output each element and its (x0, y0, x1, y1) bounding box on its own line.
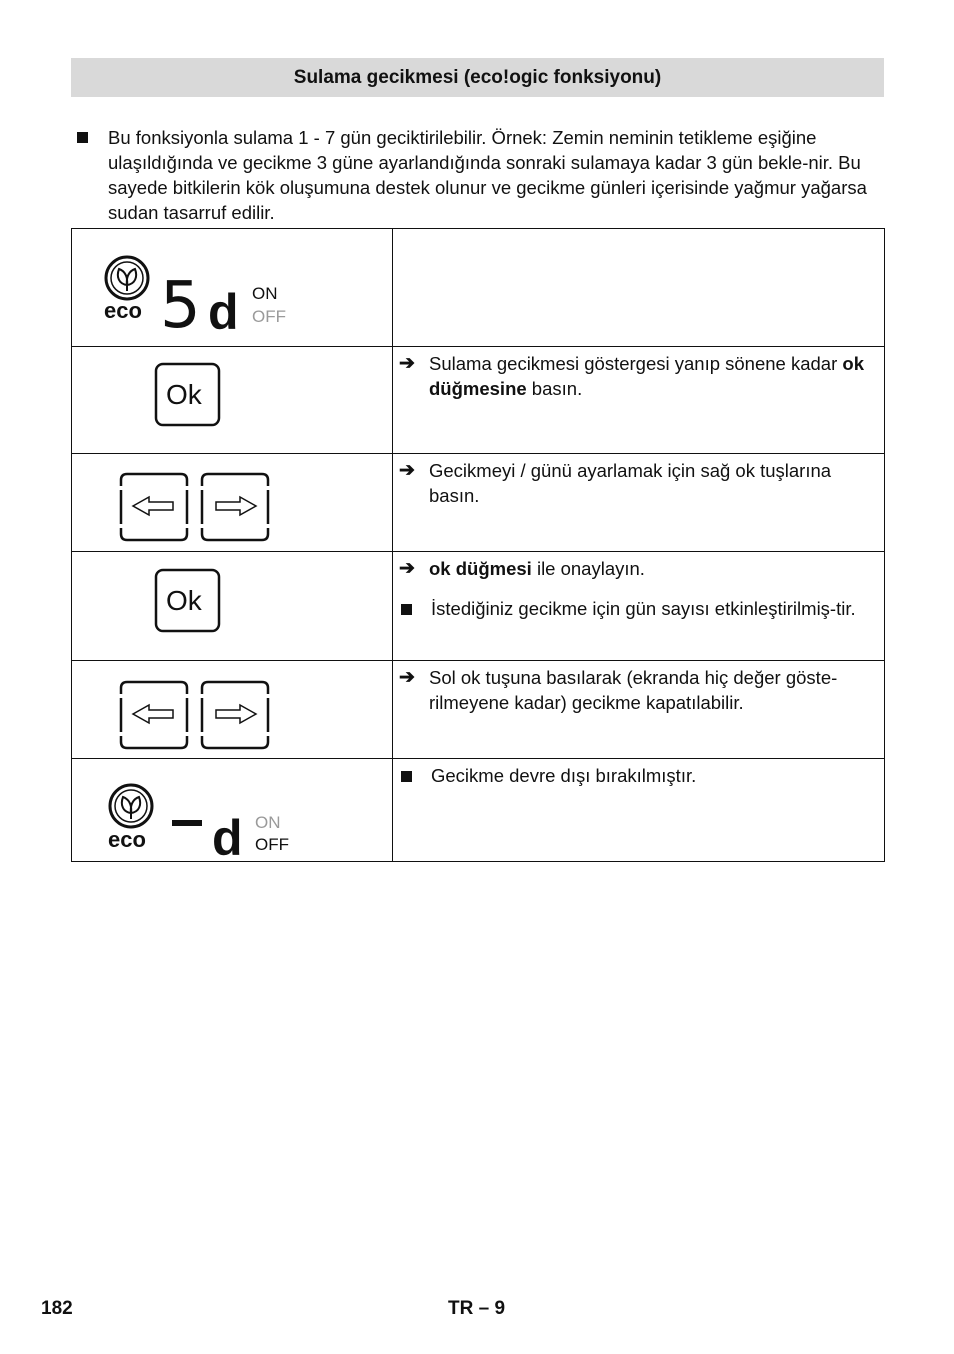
arrow-buttons (119, 680, 271, 752)
intro-text: Bu fonksiyonla sulama 1 - 7 gün geciktirilebilir. Örnek: Zemin neminin tetikleme eşiğine ulaşıldığında ve gecikme 3 güne ayarlandığında sonraki sulamaya kadar 3 gün bekle-nir. Bu sayede bitkilerin kök oluşumuna destek olunur ve gecikme günleri içerisinde yağmur yağarsa sudan tasarruf edilir. (108, 127, 867, 223)
arrow-right-bullet-icon: ➔ (399, 667, 415, 688)
button-cell (72, 552, 393, 661)
table-row (72, 759, 885, 862)
square-bullet-icon (77, 132, 88, 143)
step-text: Gecikmeyi / günü ayarlamak için sağ ok tuşlarına basın. (429, 460, 832, 506)
off-label: OFF (255, 835, 289, 854)
step-text: basın. (526, 378, 583, 399)
button-cell (72, 454, 393, 552)
arrow-buttons (119, 472, 271, 544)
step-bold: ok düğmesi (429, 558, 532, 579)
right-arrow-button-icon (202, 682, 268, 748)
step-bold: ok düğmesine (429, 353, 864, 399)
section-header (71, 58, 884, 97)
on-label: ON (255, 813, 281, 832)
button-cell (72, 661, 393, 759)
eco-display-5d (100, 251, 300, 333)
arrow-right-bullet-icon: ➔ (399, 558, 415, 579)
ok-button-icon (154, 568, 222, 634)
instruction-cell (393, 759, 885, 862)
left-arrow-button-icon (121, 474, 187, 540)
instruction-cell (393, 661, 885, 759)
ok-button-icon (154, 362, 222, 428)
table-row (72, 347, 885, 454)
square-bullet-icon (401, 771, 412, 782)
right-arrow-button-icon (202, 474, 268, 540)
on-label: ON (252, 284, 278, 303)
step-note: Gecikme devre dışı bırakılmıştır. (431, 765, 697, 786)
instruction-cell (393, 347, 885, 454)
ok-label: Ok (166, 379, 202, 410)
display-dash (172, 820, 202, 826)
display-digit: 5 (160, 269, 201, 333)
table-row (72, 552, 885, 661)
off-label: OFF (252, 307, 286, 326)
step-text: ile onaylayın. (531, 558, 645, 579)
left-arrow-button-icon (121, 682, 187, 748)
table-row (72, 229, 885, 347)
display-cell (72, 229, 393, 347)
instruction-cell (393, 229, 885, 347)
arrow-right-bullet-icon: ➔ (399, 460, 415, 481)
display-unit: d (208, 284, 239, 333)
square-bullet-icon (401, 604, 412, 615)
eco-leaf-icon (110, 785, 152, 827)
step-text: Sulama gecikmesi göstergesi yanıp sönene kadar (429, 353, 843, 374)
eco-label: eco (108, 827, 146, 852)
arrow-right-bullet-icon: ➔ (399, 353, 415, 374)
eco-display-off (104, 777, 304, 859)
ok-label: Ok (166, 585, 202, 616)
intro-paragraph (71, 125, 884, 225)
instruction-cell (393, 552, 885, 661)
step-note: İstediğiniz gecikme için gün sayısı etkinleştirilmiş-tir. (431, 598, 856, 619)
display-unit: d (212, 810, 243, 859)
instruction-cell (393, 454, 885, 552)
display-cell (72, 759, 393, 862)
button-cell (72, 347, 393, 454)
footer-section: TR – 9 (448, 1298, 506, 1319)
steps-table (71, 228, 885, 862)
page-number: 182 (41, 1298, 73, 1319)
table-row (72, 454, 885, 552)
table-row (72, 661, 885, 759)
eco-leaf-icon (106, 257, 148, 299)
step-text: Sol ok tuşuna basılarak (ekranda hiç değer göste-rilmeyene kadar) gecikme kapatılabilir. (429, 667, 838, 713)
section-title: Sulama gecikmesi (eco!ogic fonksiyonu) (293, 66, 662, 88)
eco-label: eco (104, 298, 142, 323)
